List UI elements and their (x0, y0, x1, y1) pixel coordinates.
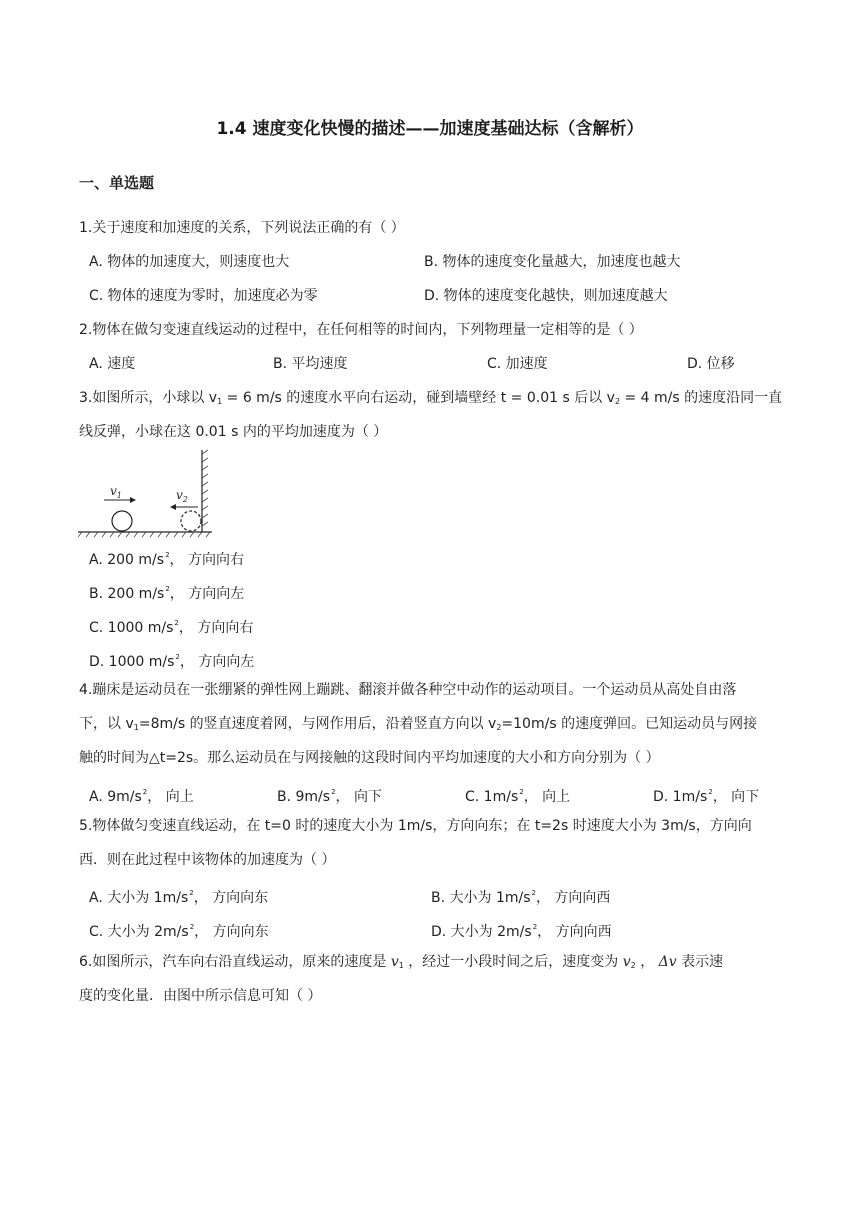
q2-option-a: A. 速度 (89, 356, 136, 372)
question-1-stem: 1.关于速度和加速度的关系，下列说法正确的有（ ） (79, 220, 405, 236)
q2-option-b: B. 平均速度 (273, 356, 348, 372)
ball-dashed (181, 511, 201, 531)
ground-hatching (78, 532, 210, 537)
q3-option-c: C. 1000 $m/s^2$， 方向向右 (89, 619, 254, 636)
q2-option-d: D. 位移 (687, 356, 735, 372)
q1-option-a: A. 物体的加速度大，则速度也大 (89, 254, 290, 270)
q1-option-d: D. 物体的速度变化越快，则加速度越大 (424, 288, 668, 304)
v1-arrowhead (130, 497, 136, 503)
question-5-stem-line-1: 5.物体做匀变速直线运动，在 t=0 时的速度大小为 1m/s，方向向东；在 t=2s 时速度大小为 3m/s，方向向 (79, 818, 752, 834)
q1-option-c: C. 物体的速度为零时，加速度必为零 (89, 288, 318, 304)
q5-option-a: A. 大小为 $1m/s^2$， 方向向东 (89, 889, 269, 906)
q2-option-c: C. 加速度 (487, 356, 548, 372)
q5-option-d: D. 大小为 $2m/s^2$， 方向向西 (431, 923, 612, 940)
question-6-stem-line-2: 度的变化量．由图中所示信息可知（ ） (79, 988, 322, 1004)
v2-label: $v_2$ (176, 488, 188, 504)
question-3-stem-line-2: 线反弹，小球在这 0.01 s 内的平均加速度为（ ） (79, 424, 388, 440)
question-4-stem-line-3: 触的时间为△t=2s。那么运动员在与网接触的这段时间内平均加速度的大小和方向分别为（ ） (79, 750, 660, 766)
q3-option-a: A. 200 $m/s^2$， 方向向右 (89, 551, 244, 568)
ball-solid (112, 511, 132, 531)
v2-arrowhead (170, 504, 176, 510)
q5-option-b: B. 大小为 $1m/s^2$， 方向向西 (431, 889, 611, 906)
question-2-stem: 2.物体在做匀变速直线运动的过程中，在任何相等的时间内，下列物理量一定相等的是（ ） (79, 322, 643, 338)
q4-option-c: C. $1m/s^2$， 向上 (465, 788, 571, 805)
q3-option-b: B. 200 $m/s^2$， 方向向左 (89, 585, 245, 602)
q4-option-d: D. $1m/s^2$， 向下 (653, 788, 760, 805)
ball-wall-figure (78, 448, 218, 538)
q3-option-d: D. 1000 $m/s^2$， 方向向左 (89, 653, 255, 670)
q5-option-c: C. 大小为 $2m/s^2$， 方向向东 (89, 923, 269, 940)
section-heading: 一、单选题 (79, 174, 155, 192)
v1-label: $v_1$ (110, 484, 122, 500)
q4-option-a: A. $9m/s^2$， 向上 (89, 788, 194, 805)
q1-option-b: B. 物体的速度变化量越大，加速度也越大 (424, 254, 681, 270)
wall-hatching (202, 450, 208, 526)
page-title: 1.4 速度变化快慢的描述——加速度基础达标（含解析） (216, 119, 644, 139)
question-4-stem-line-2: 下，以 $v_1=8m/s$ 的竖直速度着网，与网作用后，沿着竖直方向以 $v_2=10m/s$ 的速度弹回。已知运动员与网接 (79, 716, 758, 732)
question-5-stem-line-2: 西．则在此过程中该物体的加速度为（ ） (79, 852, 336, 868)
q4-option-b: B. $9m/s^2$， 向下 (277, 788, 382, 805)
question-4-stem-line-1: 4.蹦床是运动员在一张绷紧的弹性网上蹦跳、翻滚并做各种空中动作的运动项目。一个运动员从高处自由落 (79, 682, 737, 698)
question-6-stem-line-1: 6.如图所示，汽车向右沿直线运动，原来的速度是 $v_1$ ，经过一小段时间之后，速度变为 $v_2$ ， Δv 表示速 (79, 954, 724, 970)
question-3-stem-line-1: 3.如图所示，小球以 $v_1 = 6$ m/s 的速度水平向右运动，碰到墙壁经 t = 0.01 s 后以 $v_2 = 4$ m/s 的速度沿同一直 (79, 390, 783, 406)
